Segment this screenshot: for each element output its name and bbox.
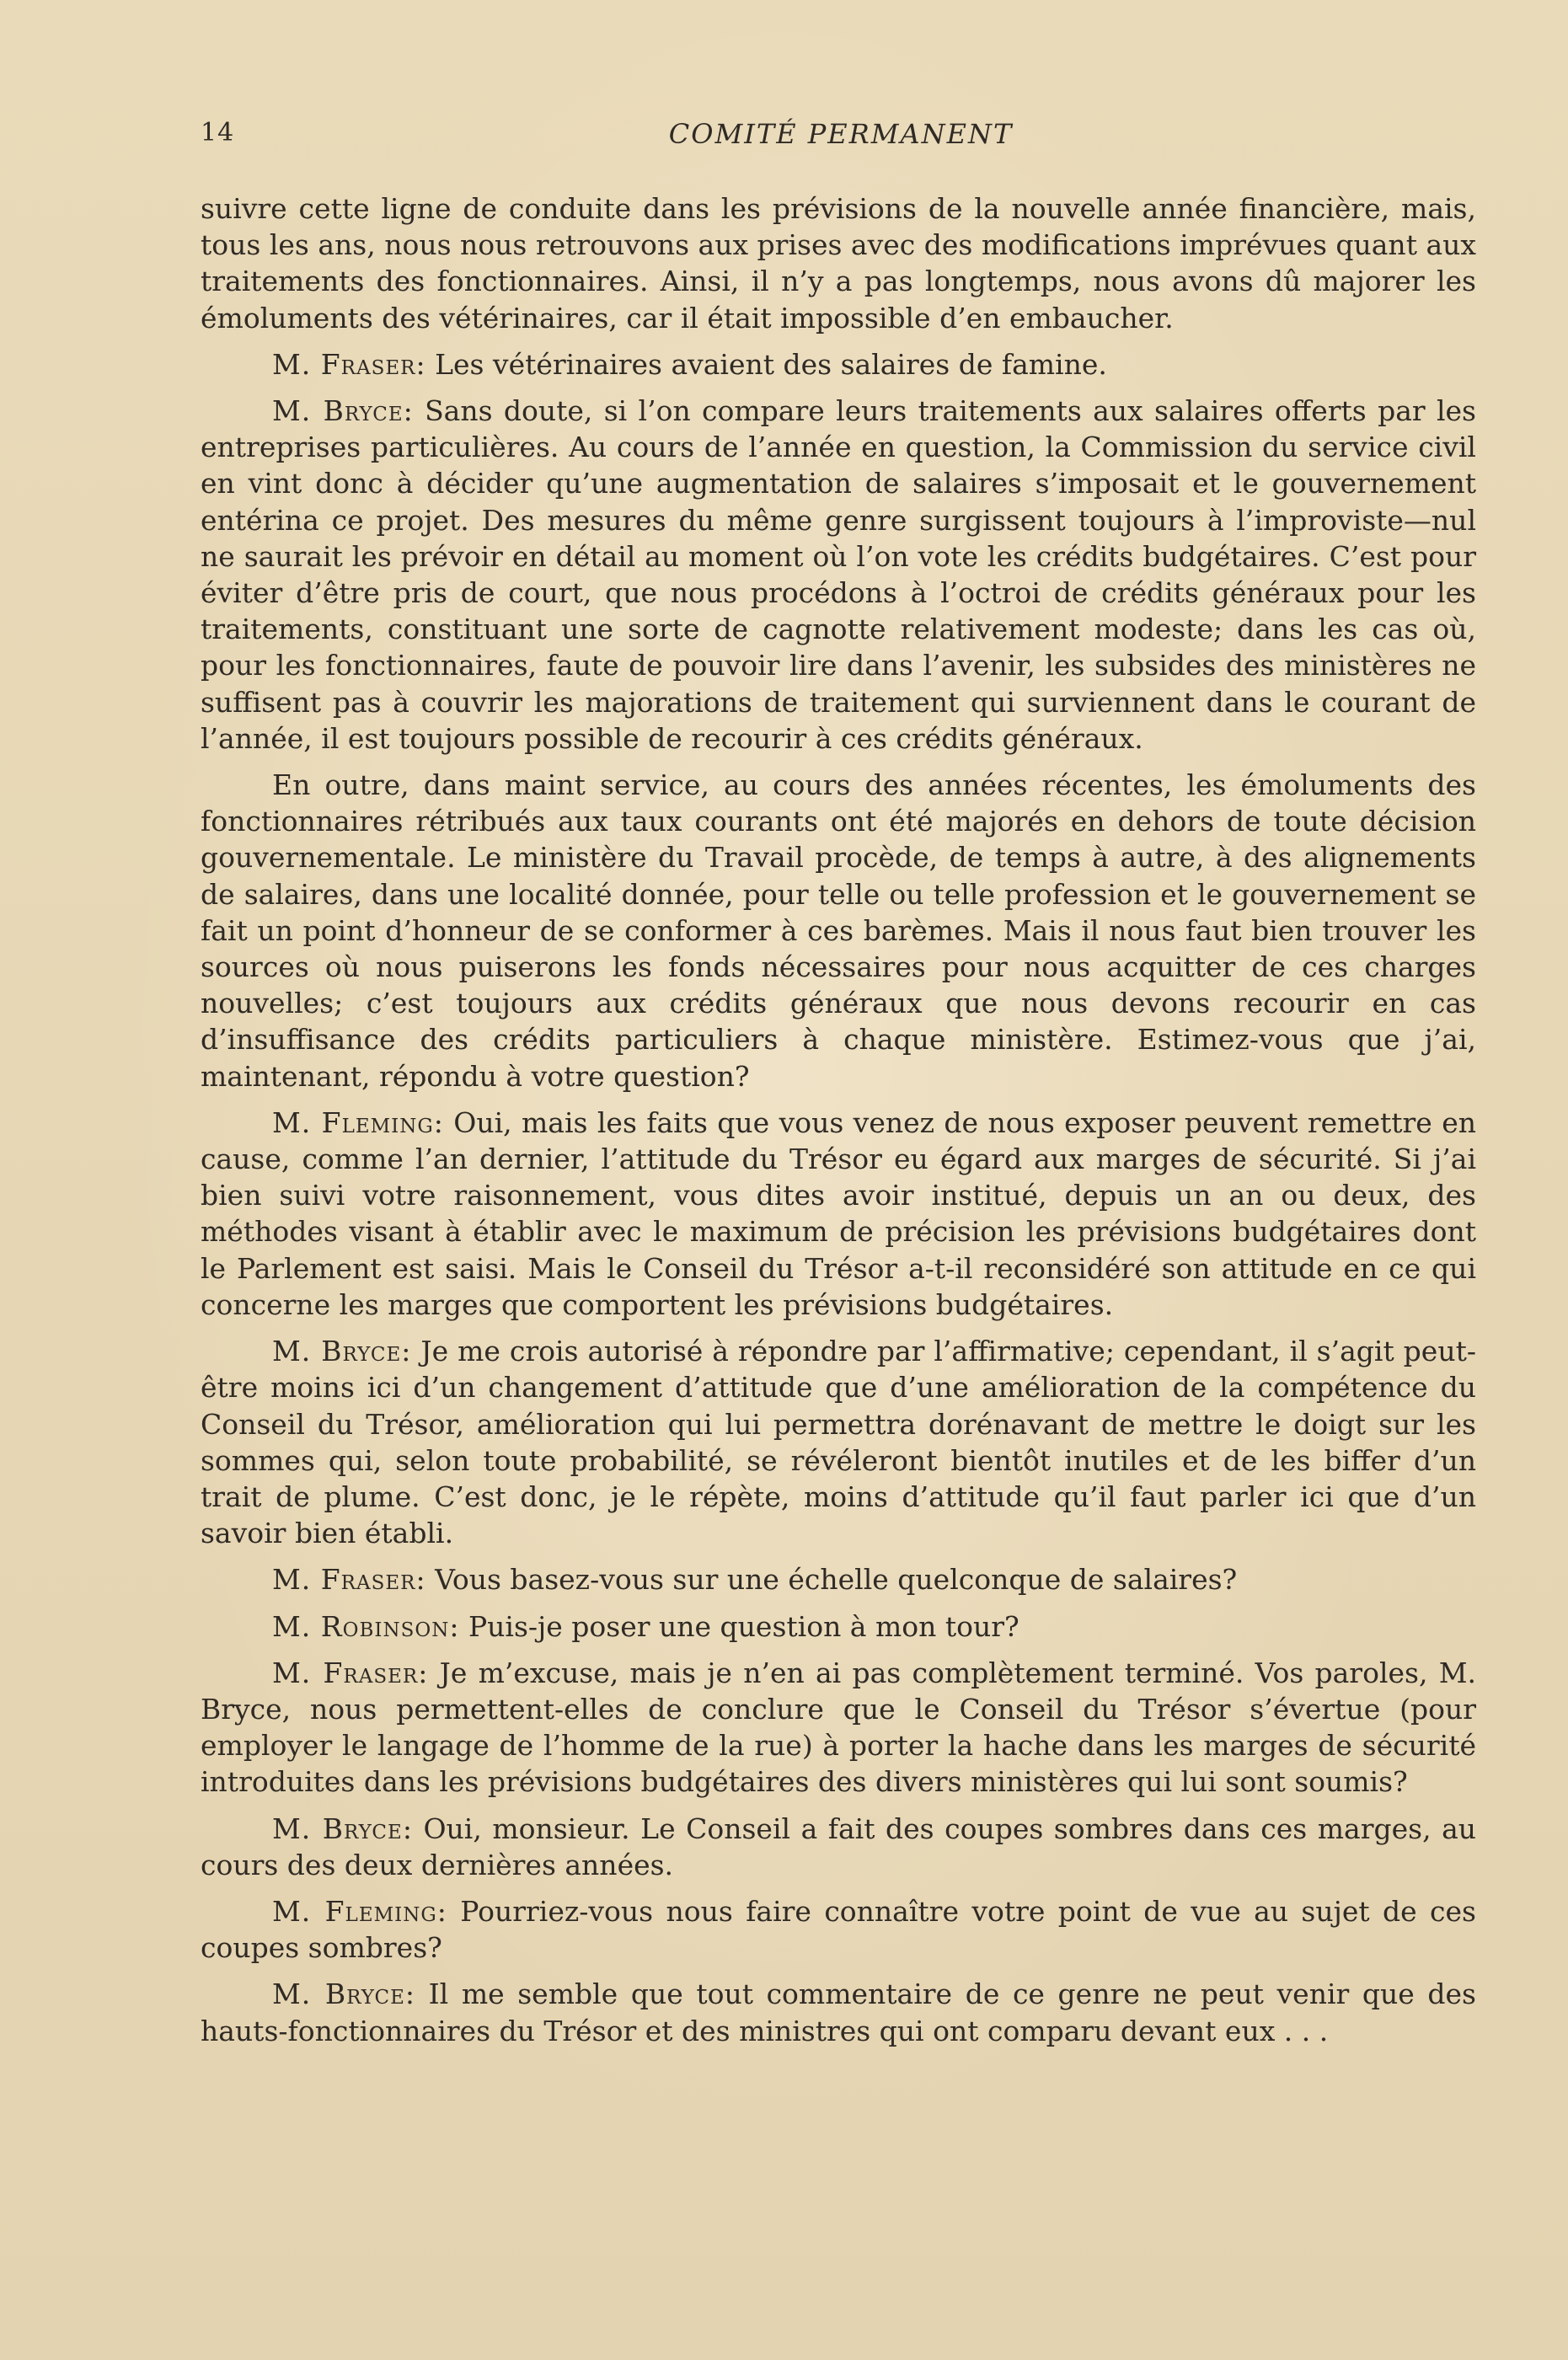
paragraph-text: Il me semble que tout commentaire de ce genre ne peut venir que des hauts-fonctionnaires du Trésor et des ministres qui ont comparu devant eux . . . <box>201 1977 1476 2047</box>
paragraph <box>201 346 1476 383</box>
paragraph <box>201 1655 1476 1801</box>
speaker-name: M. Fraser: <box>272 1656 429 1689</box>
paragraph <box>201 1105 1476 1323</box>
paragraph <box>201 767 1476 1094</box>
paragraph-text: Je me crois autorisé à répondre par l’affirmative; cependant, il s’agit peut-être moins ici d’un changement d’attitude que d’une amélioration de la compétence du Conseil du Trésor, amélioration qui lui permettra dorénavant de mettre le doigt sur les sommes qui, selon toute probabilité, se révéleront bientôt inutiles et de les biffer d’un trait de plume. C’est donc, je le répète, moins d’attitude qu’il faut parler ici que d’un savoir bien établi. <box>201 1335 1476 1550</box>
speaker-name: M. Fraser: <box>272 347 426 381</box>
page-header <box>201 118 1481 160</box>
speaker-name: M. Fleming: <box>272 1894 447 1928</box>
page-number: 14 <box>201 118 235 147</box>
paragraph <box>201 393 1476 757</box>
running-head: COMITÉ PERMANENT <box>668 118 1014 150</box>
paragraph <box>201 1811 1476 1883</box>
paragraph <box>201 1976 1476 2048</box>
speaker-name: M. Bryce: <box>272 1811 413 1845</box>
paragraph <box>201 1608 1476 1645</box>
paragraph <box>201 190 1476 336</box>
paragraph-text: En outre, dans maint service, au cours des années récentes, les émoluments des fonctionnaires rétribués aux taux courants ont été majorés en dehors de toute décision gouvernementale. Le ministère du Travail procède, de temps à autre, à des alignements de salaires, dans une localité donnée, pour telle ou telle profession et le gouvernement se fait un point d’honneur de se conformer à ces barèmes. Mais il nous faut bien trouver les sources où nous puiserons les fonds nécessaires pour nous acquitter de ces charges nouvelles; c’est toujours aux crédits généraux que nous devons recourir en cas d’insuffisance des crédits particuliers à chaque ministère. Estimez-vous que j’ai, maintenant, répondu à votre question? <box>201 768 1476 1093</box>
body-text <box>201 190 1476 2059</box>
paragraph-text: Oui, monsieur. Le Conseil a fait des coupes sombres dans ces marges, au cours des deux dernières années. <box>201 1811 1476 1881</box>
speaker-name: M. Robinson: <box>272 1609 460 1643</box>
paragraph-text: Oui, mais les faits que vous venez de nous exposer peuvent remettre en cause, comme l’an dernier, l’attitude du Trésor eu égard aux marges de sécurité. Si j’ai bien suivi votre raisonnement, vous dites avoir institué, depuis un an ou deux, des méthodes visant à établir avec le maximum de précision les prévisions budgétaires dont le Parlement est saisi. Mais le Conseil du Trésor a-t-il reconsidéré son attitude en ce qui concerne les marges que comportent les prévisions budgétaires. <box>201 1105 1476 1321</box>
paragraph <box>201 1333 1476 1551</box>
paragraph-text: Sans doute, si l’on compare leurs traitements aux salaires offerts par les entreprises particulières. Au cours de l’année en question, la Commission du service civil en vint donc à décider qu’une augmentation de salaires s’imposait et le gouvernement entérina ce projet. Des mesures du même genre surgissent toujours à l’improviste—nul ne saurait les prévoir en détail au moment où l’on vote les crédits budgétaires. C’est pour éviter d’être pris de court, que nous procédons à l’octroi de crédits généraux pour les traitements, constituant une sorte de cagnotte relativement modeste; dans les cas où, pour les fonctionnaires, faute de pouvoir lire dans l’avenir, les subsides des ministères ne suffisent pas à couvrir les majorations de traitement qui surviennent dans le courant de l’année, il est toujours possible de recourir à ces crédits généraux. <box>201 394 1476 755</box>
speaker-name: M. Bryce: <box>272 394 414 428</box>
paragraph-text: Pourriez-vous nous faire connaître votre point de vue au sujet de ces coupes sombres? <box>201 1894 1476 1965</box>
paragraph <box>201 1561 1476 1597</box>
paragraph-text: Je m’excuse, mais je n’en ai pas complètement terminé. Vos paroles, M. Bryce, nous permettent-elles de conclure que le Conseil du Trésor s’évertue (pour employer le langage de l’homme de la rue) à porter la hache dans les marges de sécurité introduites dans les prévisions budgétaires des divers ministères qui lui sont soumis? <box>201 1656 1476 1799</box>
speaker-name: M. Fleming: <box>272 1105 444 1139</box>
paragraph <box>201 1893 1476 1966</box>
speaker-name: M. Fraser: <box>272 1563 426 1597</box>
paragraph-text: Puis-je poser une question à mon tour? <box>459 1609 1019 1643</box>
paragraph-text: Vous basez-vous sur une échelle quelconque de salaires? <box>425 1563 1238 1597</box>
paragraph-text: suivre cette ligne de conduite dans les prévisions de la nouvelle année financière, mais, tous les ans, nous nous retrouvons aux prises avec des modifications imprévues quant aux traitements des fonctionnaires. Ainsi, il n’y a pas longtemps, nous avons dû majorer les émoluments des vétérinaires, car il était impossible d’en embaucher. <box>201 192 1476 334</box>
paragraph-text: Les vétérinaires avaient des salaires de famine. <box>425 347 1107 381</box>
speaker-name: M. Bryce: <box>272 1335 412 1368</box>
speaker-name: M. Bryce: <box>272 1977 416 2011</box>
